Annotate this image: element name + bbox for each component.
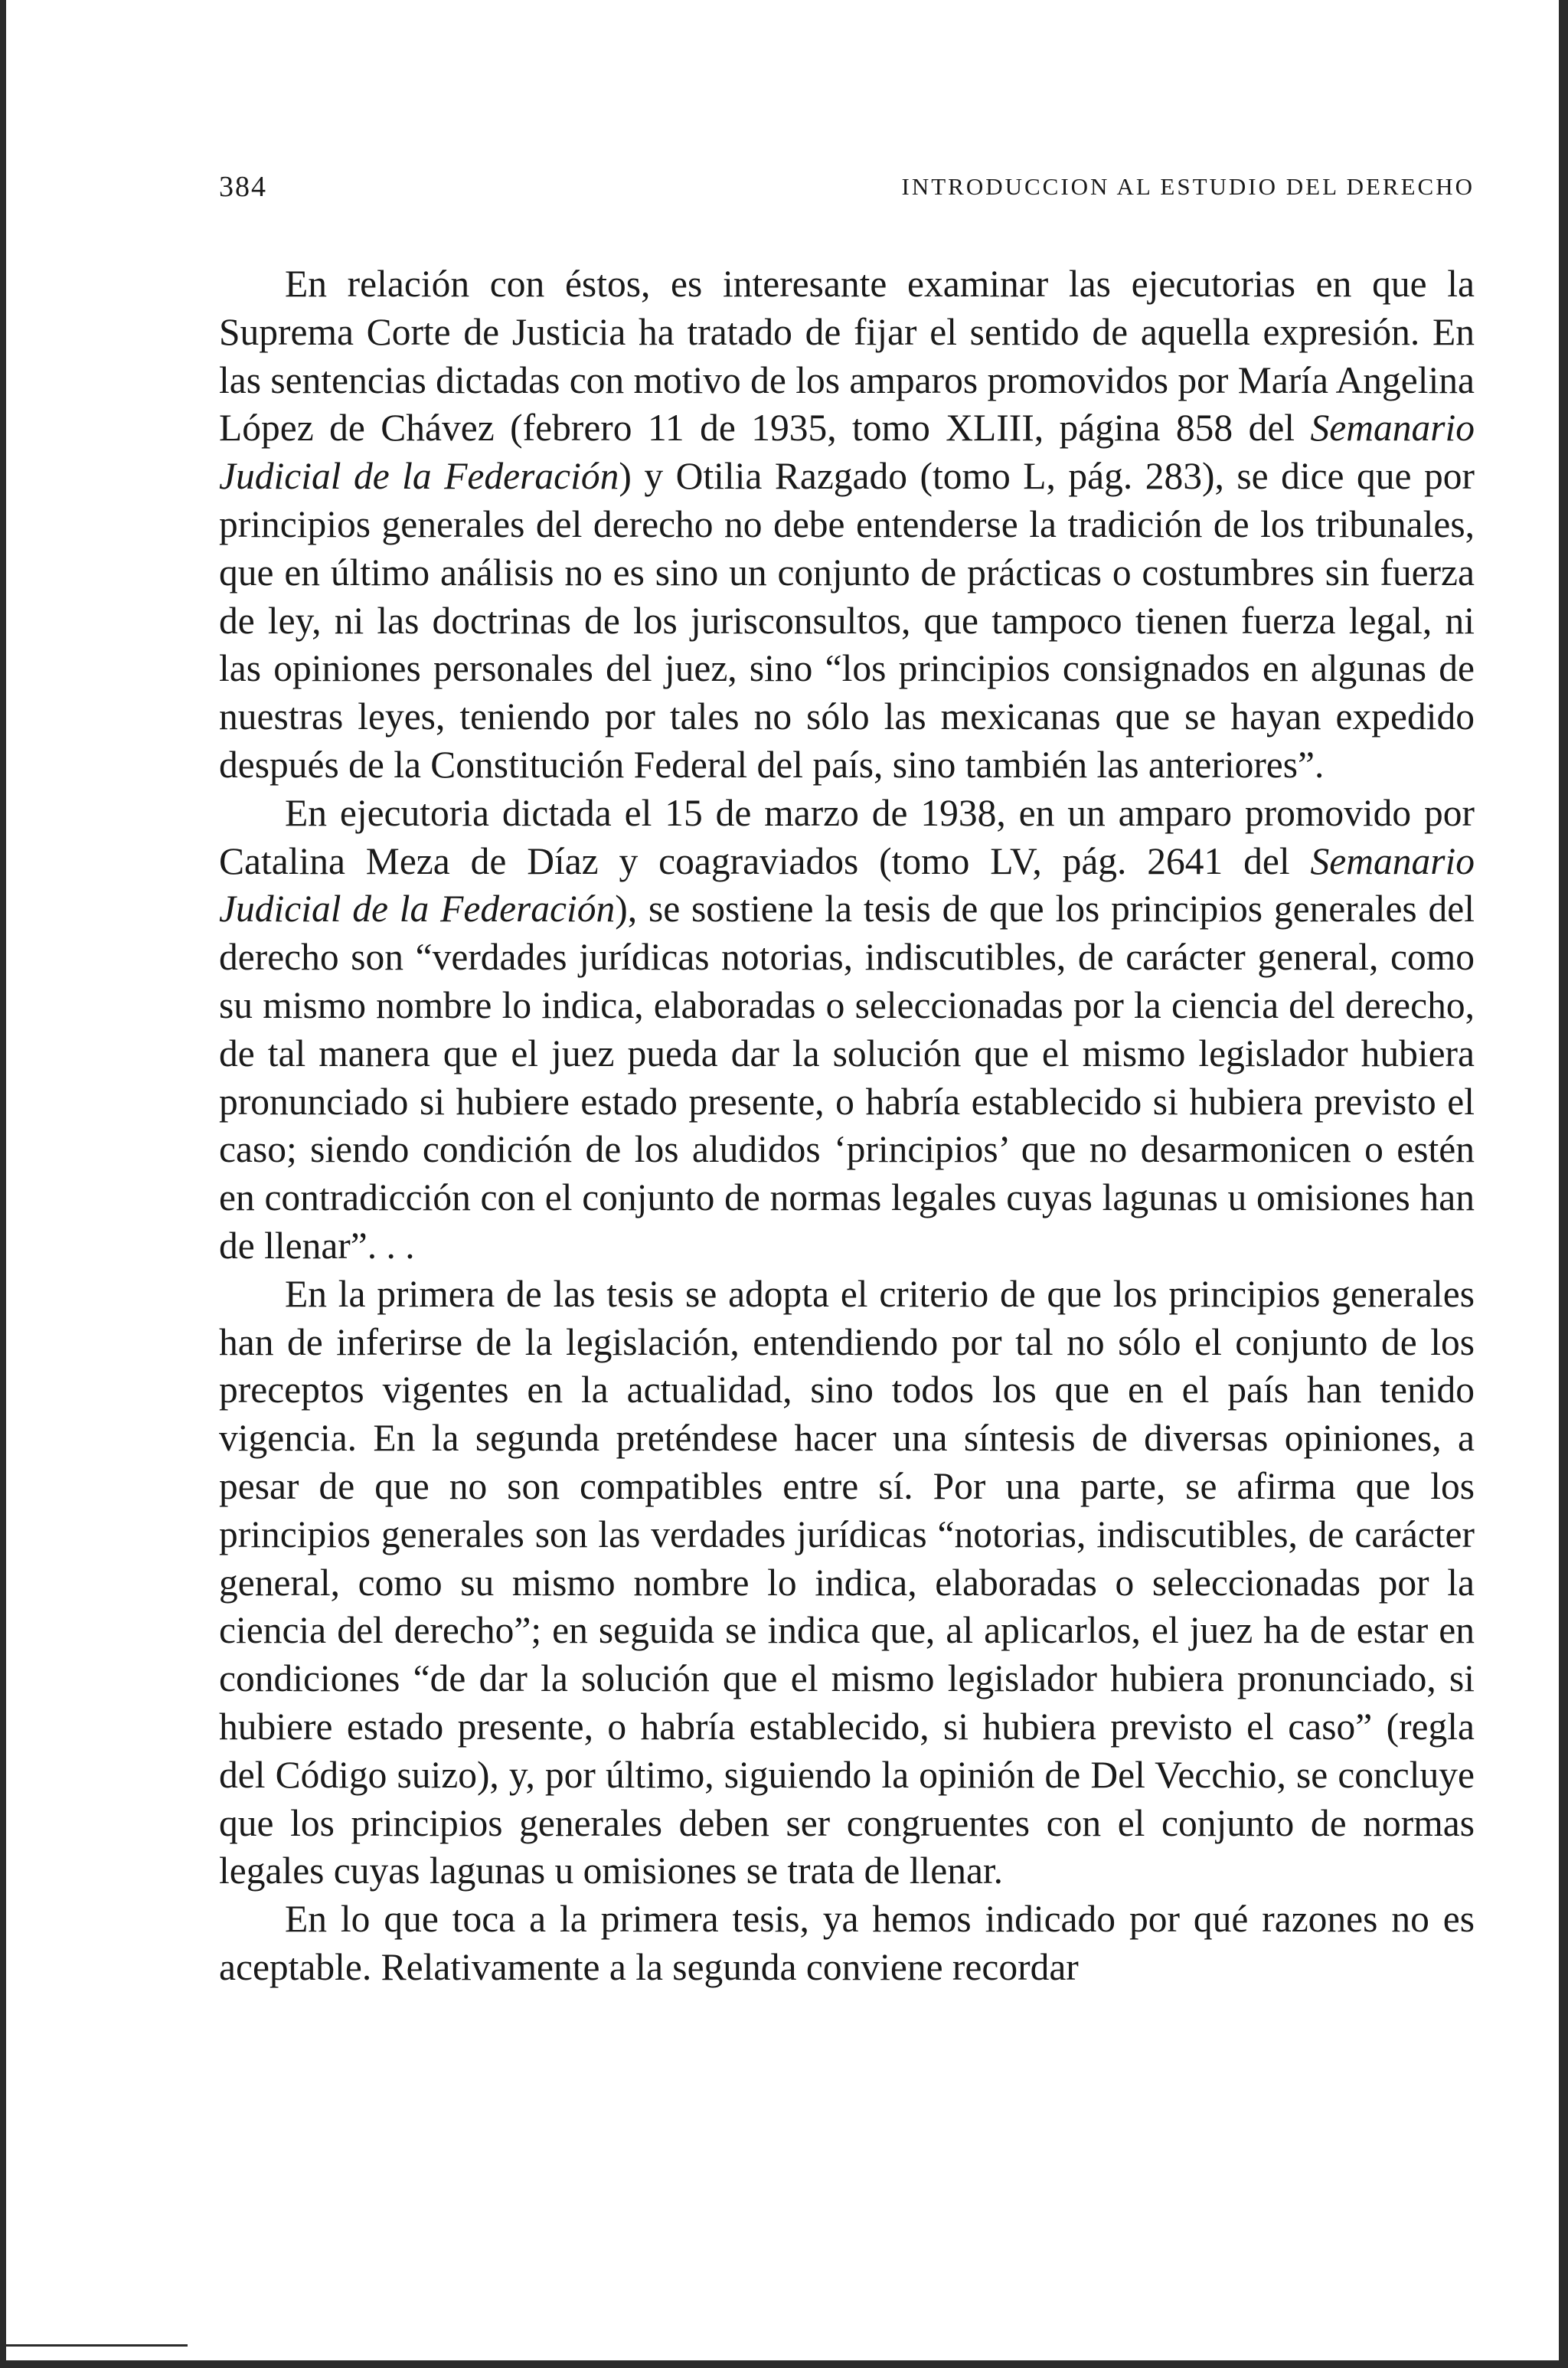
paragraph: En ejecutoria dictada el 15 de marzo de 1938, en un amparo promovido por Catalina Meza de Díaz y coagraviados (tomo LV, pág. 2641 del Semanario Judicial de la Federación), se sostiene la tesis de que los principios generales del derecho son “verdades jurídicas notorias, indiscutibles, de carácter general, como su mismo nombre lo indica, elaboradas o seleccionadas por la ciencia del derecho, de tal manera que el juez pueda dar la solución que el mismo legislador hubiera pronunciado si hubiere estado presente, o habría establecido si hubiera previsto el caso; siendo condición de los aludidos ‘principios’ que no desarmonicen o estén en contradicción con el conjunto de normas legales cuyas lagunas u omisiones han de llenar”. . . <box>219 791 1475 1267</box>
running-head <box>219 170 1475 208</box>
italic-title: Semanario Judicial de la Federación <box>219 407 1475 498</box>
paragraph: En relación con éstos, es interesante examinar las ejecutorias en que la Suprema Corte de Justicia ha tratado de fijar el sentido de aquella expresión. En las sentencias dictadas con motivo de los amparos promovidos por María Angelina López de Chávez (febrero 11 de 1935, tomo XLIII, página 858 del Semanario Judicial de la Federación) y Otilia Razgado (tomo L, pág. 283), se dice que por principios generales del derecho no debe entenderse la tradición de los tribunales, que en último análisis no es sino un conjunto de prácticas o costumbres sin fuerza de ley, ni las doctrinas de los jurisconsultos, que tampoco tienen fuerza legal, ni las opiniones personales del juez, sino “los principios consignados en algunas de nuestras leyes, teniendo por tales no sólo las mexicanas que se hayan expedido después de la Constitución Federal del país, sino también las anteriores”. <box>219 263 1475 786</box>
page-number: 384 <box>219 171 267 203</box>
scan-edge-left <box>0 0 6 2368</box>
scan-edge-right <box>1559 0 1568 2368</box>
body-text <box>219 260 1475 1992</box>
paragraph: En lo que toca a la primera tesis, ya hemos indicado por qué razones no es aceptable. Relativamente a la segunda conviene recordar <box>219 1898 1475 1988</box>
italic-title: Semanario Judicial de la Federación <box>219 839 1475 931</box>
running-title: INTRODUCCION AL ESTUDIO DEL DERECHO <box>901 173 1475 200</box>
paragraph: En la primera de las tesis se adopta el criterio de que los principios generales han de inferirse de la legislación, entendiendo por tal no sólo el conjunto de los preceptos vigentes en la actualidad, sino todos los que en el país han tenido vigencia. En la segunda preténdese hacer una síntesis de diversas opiniones, a pesar de que no son compatibles entre sí. Por una parte, se afirma que los principios generales son las verdades jurídicas “notorias, indiscutibles, de carácter general, como su mismo nombre lo indica, elaboradas o seleccionadas por la ciencia del derecho”; en seguida se indica que, al aplicarlos, el juez ha de estar en condiciones “de dar la solución que el mismo legislador hubiera pronunciado, si hubiere estado presente, o habría establecido, si hubiera previsto el caso” (regla del Código suizo), y, por último, siguiendo la opinión de Del Vecchio, se concluye que los principios generales deben ser congruentes con el conjunto de normas legales cuyas lagunas u omisiones se trata de llenar. <box>219 1272 1475 1892</box>
scan-rule-bottom <box>0 2344 188 2347</box>
scan-edge-bottom <box>0 2360 1568 2368</box>
